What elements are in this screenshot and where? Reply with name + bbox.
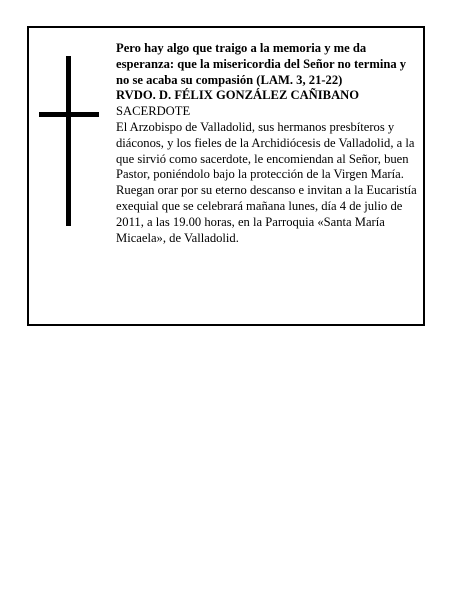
cross-icon bbox=[39, 56, 101, 226]
notice-paragraph-2: Ruegan orar por su eterno descanso e invitan a la Eucaristía exequial que se celebrará mañana lunes, día 4 de julio de 2011, a las 19.00 horas, en la Parroquia «Santa María Micaela», de Valladolid. bbox=[116, 183, 417, 245]
cross-vertical-bar bbox=[66, 56, 71, 226]
deceased-title: SACERDOTE bbox=[116, 104, 191, 119]
epigraph: Pero hay algo que traigo a la memoria y me da esperanza: que la misericordia del Señor no termina y no se acaba su compasión (LAM. 3, 21-22) bbox=[116, 41, 407, 87]
notice-paragraph-1: El Arzobispo de Valladolid, sus hermanos presbíteros y diáconos, y los fieles de la Archidiócesis de Valladolid, a la que sirvió como sacerdote, le encomiendan al Señor, buen Pastor, poniéndolo bajo la protección de la Virgen María. bbox=[116, 119, 415, 182]
notice-text bbox=[116, 41, 421, 246]
cross-horizontal-bar bbox=[39, 112, 99, 117]
deceased-name: RVDO. D. FÉLIX GONZÁLEZ CAÑIBANO bbox=[116, 88, 360, 103]
obituary-notice bbox=[27, 26, 425, 326]
